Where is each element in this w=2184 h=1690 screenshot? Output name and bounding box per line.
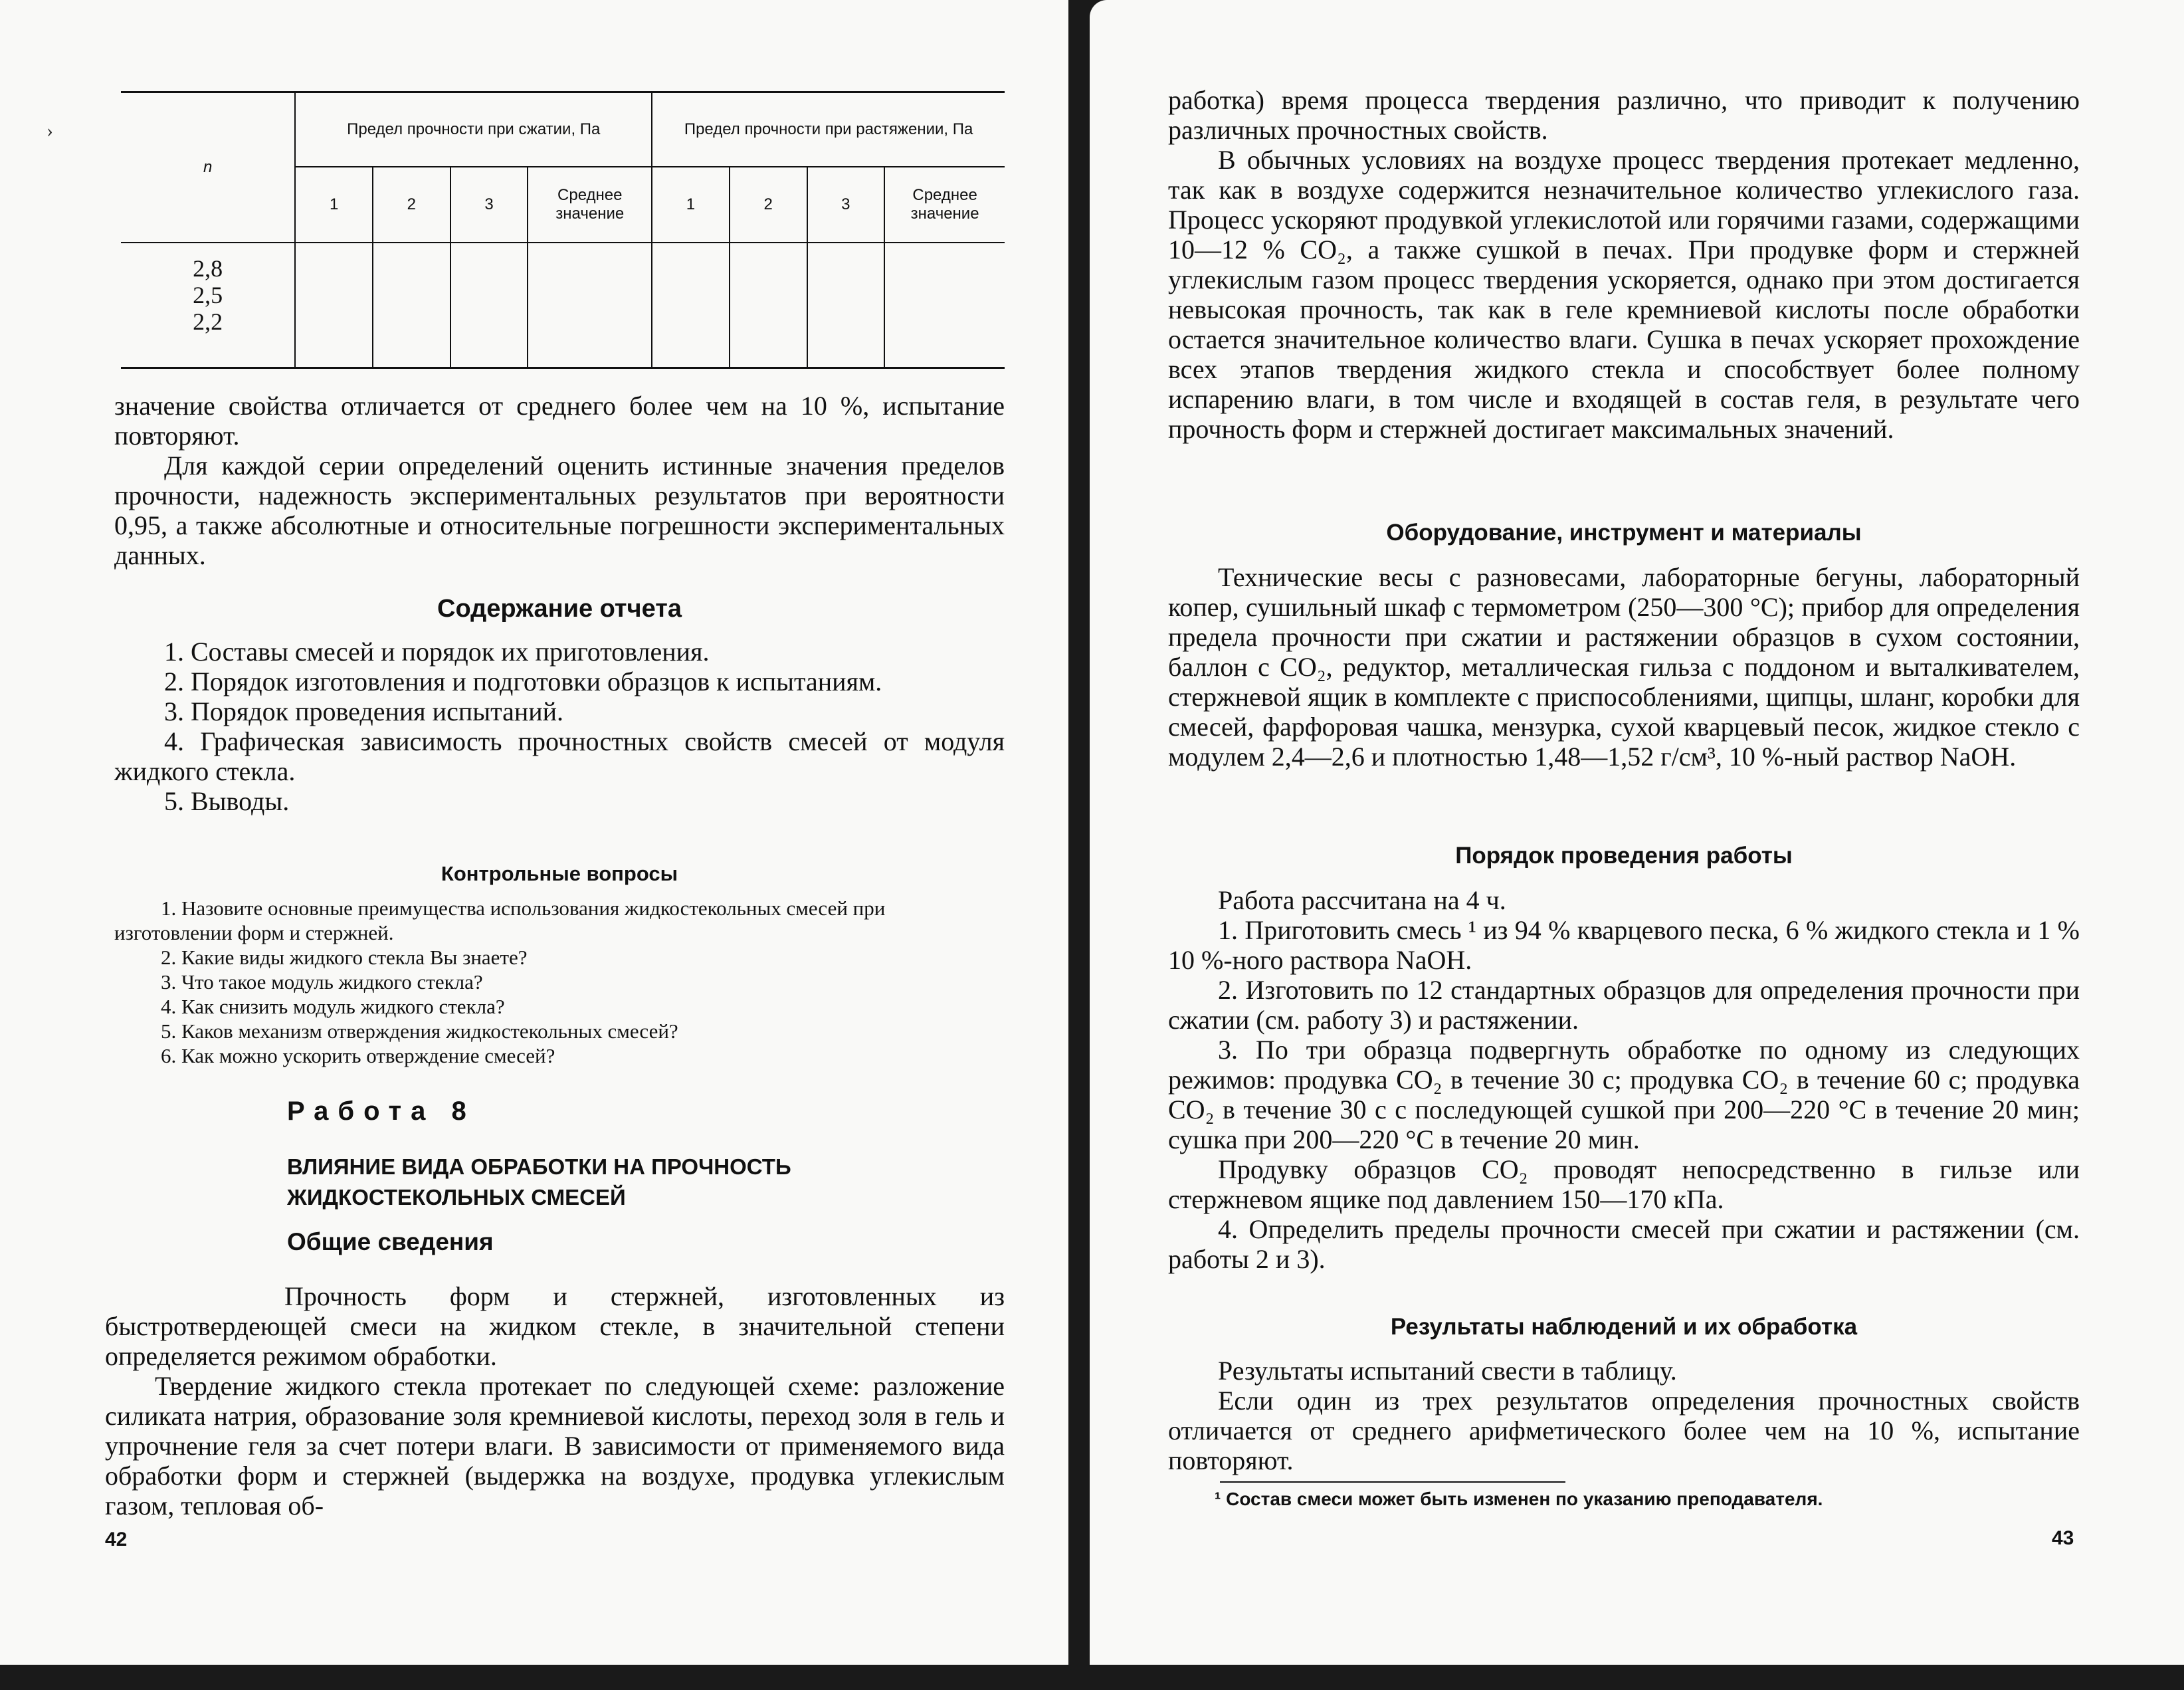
list-item: 3. Порядок проведения испытаний. xyxy=(164,696,564,726)
work-subtitle-line: ВЛИЯНИЕ ВИДА ОБРАБОТКИ НА ПРОЧНОСТЬ xyxy=(287,1154,791,1179)
list-item: 3. По три образца подвергнуть обработке по одному из следующих режимов: продувка CO₂ в течение 30 с; продувка CO₂ в течение 60 с; продувка CO₂ в течение 30 с с последующей сушкой при 200—220 °C в течение 20 мин; сушка при 200—220 °C в течение 20 мин. xyxy=(1168,1035,2080,1154)
list-item: 6. Как можно ускорить отверждение смесей? xyxy=(161,1044,555,1067)
work-title: Работа 8 xyxy=(287,1097,476,1126)
paragraph: Работа рассчитана на 4 ч. xyxy=(1218,885,1506,915)
footnote: ¹ Состав смеси может быть изменен по указанию преподавателя. xyxy=(1215,1489,1823,1509)
left-text-bottom xyxy=(105,1281,1005,1521)
right-page xyxy=(1090,0,2184,1665)
table-n-values xyxy=(121,243,295,368)
table-subcol: Среднее значение xyxy=(884,167,1005,243)
paragraph: Если один из трех результатов определения прочностных свойств отличается от среднего арифметического более чем на 10 %, испытание повторяют. xyxy=(1168,1386,2080,1475)
right-text-top xyxy=(1168,85,2080,444)
table-subcol: 1 xyxy=(295,167,373,243)
paragraph: Прочность форм и стержней, изготовленных из быстротвердеющей смеси на жидком стекле, в значительной степени определяется режимом обработки. xyxy=(105,1281,1005,1371)
general-heading: Общие сведения xyxy=(287,1228,494,1255)
paragraph: Для каждой серии определений оценить истинные значения пределов прочности, надежность экспериментальных результатов при вероятности 0,95, а также абсолютные и относительные погрешности экспериментальных данных. xyxy=(114,451,1005,570)
margin-mark: › xyxy=(47,120,53,142)
table-row-n: 2,8 xyxy=(193,255,223,282)
paragraph: Технические весы с разновесами, лабораторные бегуны, лабораторный копер, сушильный шкаф с термометром (250—300 °C); прибор для определения предела прочности при сжатии и растяжении образцов в сухом состоянии, баллон с CO₂, редуктор, металлическая гильза с поддоном и выталкивателем, стержневой ящик в комплекте с приспособлениями, щипцы, шланг, коробки для смесей, фарфоровая чашка, мензурка, сухой кварцевый песок, жидкое стекло с модулем 2,4—2,6 и плотностью 1,48—1,52 г/см³, 10 %-ный раствор NaOH. xyxy=(1168,562,2080,772)
list-item: 1. Составы смесей и порядок их приготовления. xyxy=(164,637,710,667)
paragraph: Твердение жидкого стекла протекает по следующей схеме: разложение силиката натрия, образование золя кремниевой кислоты, переход золя в гель и упрочнение геля за счет потери влаги. В зависимости от применяемого вида обработки форм и стержней (выдержка на воздухе, продувка углекислым газом, тепловая об- xyxy=(105,1371,1005,1521)
paragraph: работка) время процесса твердения различно, что приводит к получению различных прочностных свойств. xyxy=(1168,85,2080,145)
equipment-heading: Оборудование, инструмент и материалы xyxy=(1386,520,1862,546)
table-subcol: 2 xyxy=(373,167,450,243)
table-row-n: 2,2 xyxy=(193,308,223,335)
list-item: 4. Графическая зависимость прочностных свойств смесей от модуля жидкого стекла. xyxy=(114,726,1005,786)
list-item: 4. Как снизить модуль жидкого стекла? xyxy=(161,995,505,1018)
report-heading: Содержание отчета xyxy=(437,595,682,623)
list-item: 3. Что такое модуль жидкого стекла? xyxy=(161,970,483,994)
footnote-rule xyxy=(1220,1481,1565,1483)
paragraph: значение свойства отличается от среднего более чем на 10 %, испытание повторяют. xyxy=(114,391,1005,451)
report-list xyxy=(114,637,1005,816)
work-subtitle xyxy=(287,1152,791,1213)
table-subcol: 3 xyxy=(450,167,528,243)
left-page xyxy=(0,0,1068,1665)
list-item: 1. Назовите основные преимущества использования жидкостекольных смесей при изготовлении форм и стержней. xyxy=(114,897,886,944)
list-item: Продувку образцов CO₂ проводят непосредственно в гильзе или стержневом ящике под давлением 150—170 кПа. xyxy=(1168,1154,2080,1214)
table-subcol: 3 xyxy=(807,167,885,243)
table-group1-header: Предел прочности при сжатии, Па xyxy=(295,92,652,167)
paragraph: В обычных условиях на воздухе процесс твердения протекает медленно, так как в воздухе содержится незначительное количество углекислого газа. Процесс ускоряют продувкой углекислотой или горячими газами, содержащими 10—12 % CO₂, а также сушкой в печах. При продувке форм и стержней углекислым газом процесс твердения ускоряется, однако при этом достигается невысокая прочность, так как в геле кремниевой кислоты после обработки остается значительное количество влаги. Сушка в печах ускоряет прохождение всех этапов твердения жидкого стекла и способствует более полному испарению влаги, в том числе и входящей в состав геля, в результате чего прочность форм и стержней достигает максимальных значений. xyxy=(1168,145,2080,444)
results-text xyxy=(1168,1356,2080,1475)
list-item: 2. Порядок изготовления и подготовки образцов к испытаниям. xyxy=(164,667,882,696)
page-number: 42 xyxy=(105,1529,128,1550)
results-table xyxy=(121,91,1005,369)
questions-heading: Контрольные вопросы xyxy=(441,862,678,885)
table-subcol: Среднее значение xyxy=(528,167,652,243)
list-item: 4. Определить пределы прочности смесей при сжатии и растяжении (см. работы 2 и 3). xyxy=(1168,1214,2080,1274)
equipment-text xyxy=(1168,562,2080,772)
table-subcol: 2 xyxy=(730,167,807,243)
list-item: 2. Какие виды жидкого стекла Вы знаете? xyxy=(161,946,528,969)
table-subcol: 1 xyxy=(652,167,730,243)
results-heading: Результаты наблюдений и их обработка xyxy=(1390,1314,1858,1340)
table-row-n: 2,5 xyxy=(193,281,223,308)
work-subtitle-line: ЖИДКОСТЕКОЛЬНЫХ СМЕСЕЙ xyxy=(287,1185,626,1210)
procedure-list xyxy=(1168,885,2080,1274)
procedure-heading: Порядок проведения работы xyxy=(1455,843,1793,869)
list-item: 1. Приготовить смесь ¹ из 94 % кварцевого песка, 6 % жидкого стекла и 1 % 10 %-ного раствора NaOH. xyxy=(1168,915,2080,975)
questions-list xyxy=(114,896,1005,1068)
list-item: 5. Выводы. xyxy=(164,786,290,816)
table-n-header: n xyxy=(121,92,295,243)
paragraph: Результаты испытаний свести в таблицу. xyxy=(1218,1356,1677,1386)
table-group2-header: Предел прочности при растяжении, Па xyxy=(652,92,1005,167)
list-item: 2. Изготовить по 12 стандартных образцов для определения прочности при сжатии (см. работу 3) и растяжении. xyxy=(1168,975,2080,1035)
list-item: 5. Каков механизм отверждения жидкостекольных смесей? xyxy=(161,1019,678,1043)
left-text-top xyxy=(114,391,1005,570)
page-number: 43 xyxy=(2052,1527,2074,1549)
